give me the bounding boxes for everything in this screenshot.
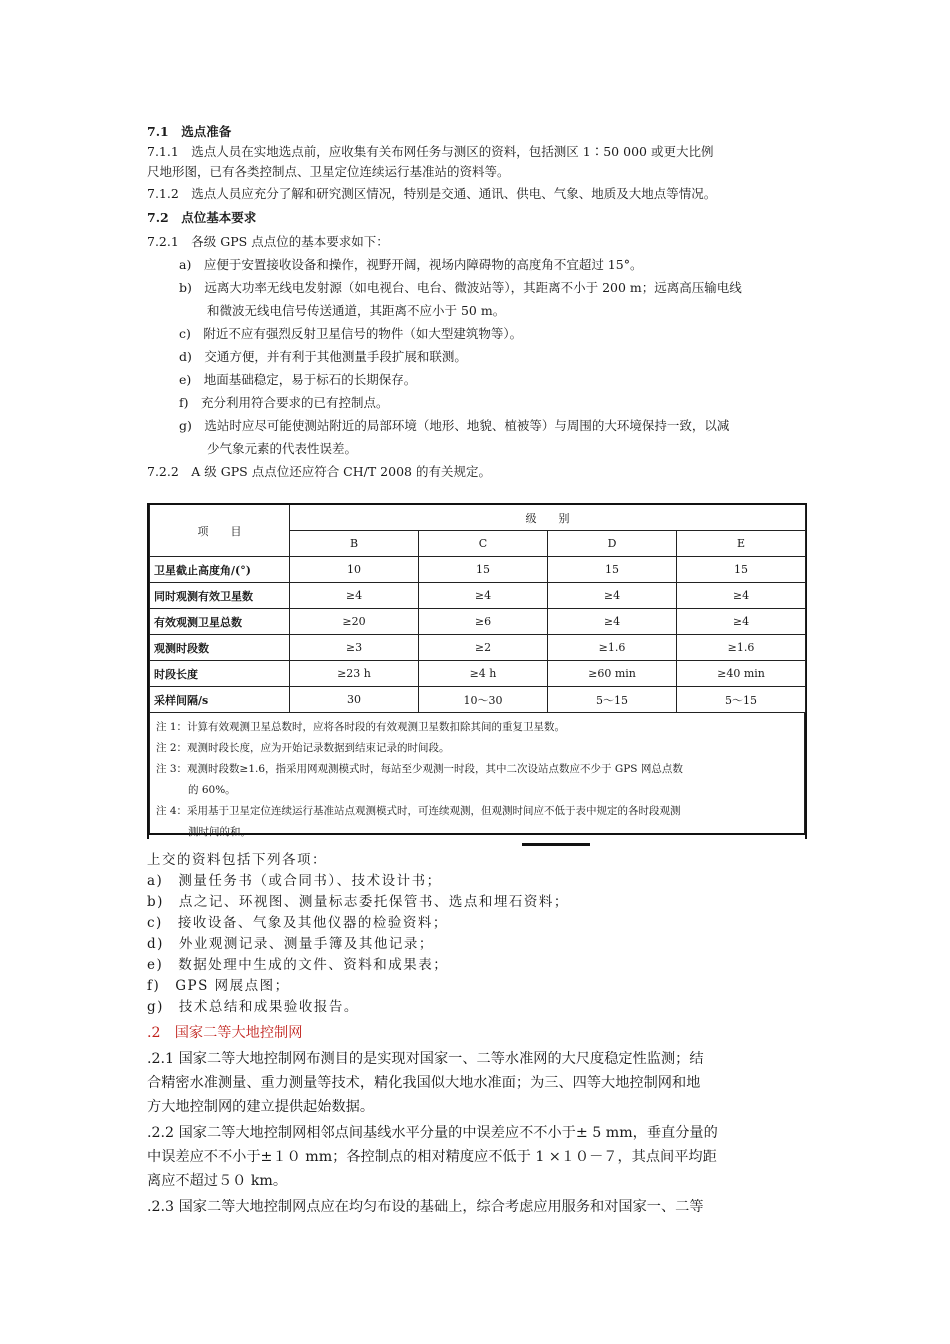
table-cell: 15: [548, 557, 677, 583]
paragraph-line: 方大地控制网的建立提供起始数据。: [147, 1099, 375, 1115]
paragraph-line: 7.1.1 选点人员在实地选点前，应收集有关布网任务与测区的资料，包括测区 1∶50 000 或更大比例: [147, 144, 714, 159]
table-cell: 30: [290, 687, 419, 713]
table-cell: ≥4: [548, 609, 677, 635]
level-cell: E: [677, 531, 806, 557]
list-item: e) 数据处理中生成的文件、资料和成果表；: [147, 957, 449, 973]
table-cell: ≥40 min: [677, 661, 806, 687]
table-cell: 15: [419, 557, 548, 583]
table-cell: ≥1.6: [677, 635, 806, 661]
list-item: b) 远离大功率无线电发射源（如电视台、电台、微波站等），其距离不小于 200 m；远离高压输电线: [179, 280, 742, 295]
table-cell: ≥2: [419, 635, 548, 661]
scan-mark-divider: [522, 843, 590, 846]
note-1: 注 1：计算有效观测卫星总数时，应将各时段的有效观测卫星数扣除其间的重复卫星数。: [156, 721, 566, 733]
note-4: 注 4：采用基于卫星定位连续运行基准站点观测模式时，可连续观测，但观测时间应不低于表中规定的各时段观测: [156, 805, 681, 817]
table-row: [150, 661, 806, 687]
table-cell: ≥20: [290, 609, 419, 635]
note-3: 注 3：观测时段数≥1.6，指采用网观测模式时，每站至少观测一时段，其中二次设站点数应不少于 GPS 网总点数: [156, 763, 683, 775]
list-item: a) 应便于安置接收设备和操作，视野开阔，视场内障碍物的高度角不宜超过 15°。: [179, 257, 643, 272]
item-header: 项 目: [150, 504, 290, 557]
table-cell: ≥60 min: [548, 661, 677, 687]
table-cell: 5～15: [548, 687, 677, 713]
gps-observation-table: [147, 503, 807, 839]
list-item: c) 接收设备、气象及其他仪器的检验资料；: [147, 915, 448, 931]
heading-7-1: 7.1 选点准备: [147, 124, 232, 139]
table-row: [150, 583, 806, 609]
list-item-cont: 少气象元素的代表性误差。: [207, 441, 358, 456]
paragraph-line: .2.1 国家二等大地控制网布测目的是实现对国家一、二等水准网的大尺度稳定性监测；结: [147, 1051, 704, 1067]
table-grid: [149, 503, 806, 713]
table-notes: [149, 713, 805, 838]
row-label: 时段长度: [150, 661, 290, 687]
list-item: g) 技术总结和成果验收报告。: [147, 999, 359, 1015]
list-item: b) 点之记、环视图、测量标志委托保管书、选点和埋石资料；: [147, 894, 569, 910]
paragraph-line: .2.2 国家二等大地控制网相邻点间基线水平分量的中误差应不不小于± 5 mm，垂直分量的: [147, 1125, 718, 1141]
table-row: [150, 557, 806, 583]
list-item: g) 选站时应尽可能使测站附近的局部环境（地形、地貌、植被等）与周围的大环境保持一致，以减: [179, 418, 730, 433]
table-cell: ≥4: [548, 583, 677, 609]
list-item: e) 地面基础稳定，易于标石的长期保存。: [179, 372, 417, 387]
table-cell: 10: [290, 557, 419, 583]
table-row: [150, 609, 806, 635]
list-item-cont: 和微波无线电信号传送通道，其距离不应小于 50 m。: [207, 303, 506, 318]
table-cell: ≥4 h: [419, 661, 548, 687]
row-label: 卫星截止高度角/(°): [150, 557, 290, 583]
table-cell: ≥23 h: [290, 661, 419, 687]
list-item: c) 附近不应有强烈反射卫星信号的物件（如大型建筑物等）。: [179, 326, 523, 341]
table-row: [150, 687, 806, 713]
level-cell: D: [548, 531, 677, 557]
table-cell: 5～15: [677, 687, 806, 713]
table-cell: ≥4: [419, 583, 548, 609]
table-cell: ≥4: [290, 583, 419, 609]
list-item: d) 交通方便，并有利于其他测量手段扩展和联测。: [179, 349, 467, 364]
paragraph-line: 7.2.2 A 级 GPS 点点位还应符合 CH/T 2008 的有关规定。: [147, 464, 491, 479]
table-row: [150, 635, 806, 661]
table-cell: ≥4: [677, 583, 806, 609]
level-cell: C: [419, 531, 548, 557]
note-2: 注 2：观测时段长度，应为开始记录数据到结束记录的时间段。: [156, 742, 450, 754]
list-item: f) 充分利用符合要求的已有控制点。: [179, 395, 389, 410]
row-label: 有效观测卫星总数: [150, 609, 290, 635]
list-item: a) 测量任务书（或合同书）、技术设计书；: [147, 873, 442, 889]
row-label: 采样间隔/s: [150, 687, 290, 713]
table-cell: ≥6: [419, 609, 548, 635]
table-cell: 10～30: [419, 687, 548, 713]
list-item: d) 外业观测记录、测量手簿及其他记录；: [147, 936, 434, 952]
table-cell: ≥4: [677, 609, 806, 635]
paragraph-line: 尺地形图，已有各类控制点、卫星定位连续运行基准站的资料等。: [147, 164, 510, 179]
level-header: 级 别: [290, 504, 806, 531]
note-4-cont: 测时间的和。: [188, 826, 251, 838]
paragraph-line: 离应不超过５０ km。: [147, 1173, 288, 1189]
table-cell: ≥3: [290, 635, 419, 661]
paragraph-line: 中误差应不不小于±１０ mm；各控制点的相对精度应不低于 1 ×１０－７，其点间平均距: [147, 1149, 717, 1165]
paragraph-line: 7.2.1 各级 GPS 点点位的基本要求如下：: [147, 234, 389, 249]
paragraph-line: 7.1.2 选点人员应充分了解和研究测区情况，特别是交通、通讯、供电、气象、地质及大地点等情况。: [147, 186, 717, 201]
heading-7-2: 7.2 点位基本要求: [147, 210, 257, 225]
paragraph-line: 合精密水准测量、重力测量等技术，精化我国似大地水准面；为三、四等大地控制网和地: [147, 1075, 701, 1091]
paragraph-line: .2.3 国家二等大地控制网点应在均匀布设的基础上，综合考虑应用服务和对国家一、二等: [147, 1199, 704, 1215]
list-item: f) GPS 网展点图；: [147, 978, 290, 994]
level-cell: B: [290, 531, 419, 557]
row-label: 观测时段数: [150, 635, 290, 661]
table-cell: 15: [677, 557, 806, 583]
list-intro: 上交的资料包括下列各项：: [147, 852, 327, 868]
table-cell: ≥1.6: [548, 635, 677, 661]
note-3-cont: 的 60%。: [188, 784, 236, 796]
row-label: 同时观测有效卫星数: [150, 583, 290, 609]
section-title: .2 国家二等大地控制网: [147, 1025, 303, 1041]
